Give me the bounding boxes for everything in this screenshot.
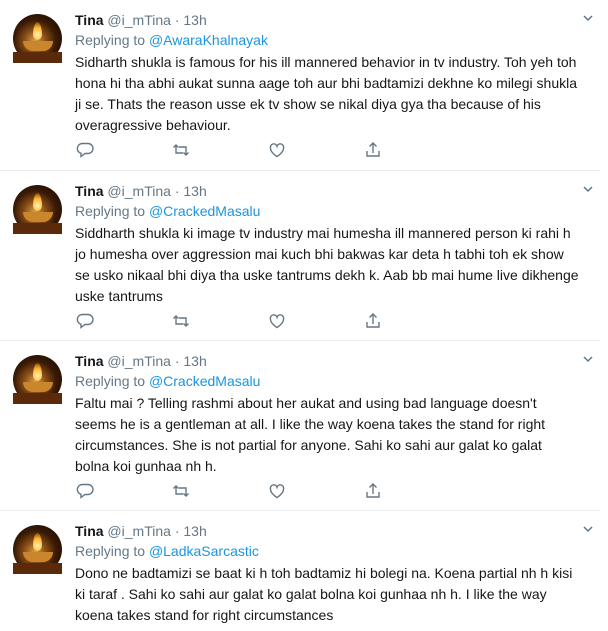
author-name[interactable]: Tina bbox=[75, 523, 104, 539]
replying-prefix: Replying to bbox=[75, 203, 146, 219]
chevron-down-icon[interactable] bbox=[582, 12, 594, 24]
reply-mention-link[interactable]: @CrackedMasalu bbox=[148, 203, 261, 219]
tweet-text: Sidharth shukla is famous for his ill mannered behavior in tv industry. Toh yeh toh hona hi tha abhi aukat sunna aage toh aur bhi badtamizi dekhne ko milegi shukla ji se. Thats the reason usse ek tv show se nikal diya gya tha because of his overagressive behaviour. bbox=[75, 54, 578, 133]
replying-to bbox=[75, 541, 590, 561]
chevron-down-icon[interactable] bbox=[582, 183, 594, 195]
author-name[interactable]: Tina bbox=[75, 183, 104, 199]
reply-mention-link[interactable]: @LadkaSarcastic bbox=[148, 543, 259, 559]
replying-to bbox=[75, 30, 590, 50]
like-icon[interactable] bbox=[267, 311, 287, 331]
tweet-header bbox=[75, 181, 590, 201]
tweet[interactable] bbox=[0, 0, 600, 171]
share-icon[interactable] bbox=[363, 481, 383, 501]
header-separator: · bbox=[174, 12, 180, 28]
reply-icon[interactable] bbox=[75, 481, 95, 501]
tweet-content bbox=[75, 521, 590, 626]
tweet[interactable] bbox=[0, 341, 600, 511]
tweet-actions bbox=[75, 140, 535, 160]
tweet-header bbox=[75, 351, 590, 371]
author-handle[interactable]: @i_mTina bbox=[107, 183, 171, 199]
author-handle[interactable]: @i_mTina bbox=[107, 523, 171, 539]
replying-prefix: Replying to bbox=[75, 32, 146, 48]
tweet-content bbox=[75, 10, 590, 136]
tweet-timestamp[interactable]: 13h bbox=[183, 183, 207, 199]
share-icon[interactable] bbox=[363, 140, 383, 160]
reply-icon[interactable] bbox=[75, 311, 95, 331]
tweet-timestamp[interactable]: 13h bbox=[183, 353, 207, 369]
tweet[interactable] bbox=[0, 171, 600, 341]
tweet-header bbox=[75, 10, 590, 30]
avatar[interactable] bbox=[13, 525, 62, 574]
author-name[interactable]: Tina bbox=[75, 12, 104, 28]
header-separator: · bbox=[174, 353, 180, 369]
reply-mention-link[interactable]: @CrackedMasalu bbox=[148, 373, 261, 389]
tweet-header bbox=[75, 521, 590, 541]
tweet-text: Dono ne badtamizi se baat ki h toh badtamiz hi bolegi na. Koena partial nh h kisi ki taraf . Sahi ko sahi aur galat ko galat bolna koi gunhaa nh h. I like the way koena takes stand for right circumstances bbox=[75, 565, 573, 623]
tweet-content bbox=[75, 351, 590, 477]
author-handle[interactable]: @i_mTina bbox=[107, 12, 171, 28]
replying-prefix: Replying to bbox=[75, 543, 146, 559]
retweet-icon[interactable] bbox=[171, 481, 191, 501]
tweet-actions bbox=[75, 481, 535, 501]
tweet-content bbox=[75, 181, 590, 307]
replying-prefix: Replying to bbox=[75, 373, 146, 389]
share-icon[interactable] bbox=[363, 311, 383, 331]
replying-to bbox=[75, 201, 590, 221]
tweet-actions bbox=[75, 311, 535, 331]
avatar[interactable] bbox=[13, 185, 62, 234]
reply-icon[interactable] bbox=[75, 140, 95, 160]
like-icon[interactable] bbox=[267, 481, 287, 501]
like-icon[interactable] bbox=[267, 140, 287, 160]
avatar[interactable] bbox=[13, 14, 62, 63]
retweet-icon[interactable] bbox=[171, 140, 191, 160]
tweet-text: Siddharth shukla ki image tv industry mai humesha ill mannered person ki rahi h jo humesha over aggression mai kuch bhi bakwas kar deta h tabhi toh ek show se usko nikaal bhi diya tha uske tantrums dekh k. Aab bb mai hume live dikhenge uske tantrums bbox=[75, 225, 579, 304]
reply-mention-link[interactable]: @AwaraKhalnayak bbox=[148, 32, 268, 48]
tweet-timestamp[interactable]: 13h bbox=[183, 12, 207, 28]
retweet-icon[interactable] bbox=[171, 311, 191, 331]
author-handle[interactable]: @i_mTina bbox=[107, 353, 171, 369]
tweet-timestamp[interactable]: 13h bbox=[183, 523, 207, 539]
chevron-down-icon[interactable] bbox=[582, 523, 594, 535]
header-separator: · bbox=[174, 183, 180, 199]
header-separator: · bbox=[174, 523, 180, 539]
tweet-text: Faltu mai ? Telling rashmi about her aukat and using bad language doesn't seems he is a gentleman at all. I like the way koena takes the stand for right circumstances. She is not partial for anyone. Sahi ko sahi aur galat ko galat bolna koi gunhaa nh h. bbox=[75, 395, 546, 474]
tweet[interactable] bbox=[0, 511, 600, 631]
replying-to bbox=[75, 371, 590, 391]
author-name[interactable]: Tina bbox=[75, 353, 104, 369]
avatar[interactable] bbox=[13, 355, 62, 404]
chevron-down-icon[interactable] bbox=[582, 353, 594, 365]
